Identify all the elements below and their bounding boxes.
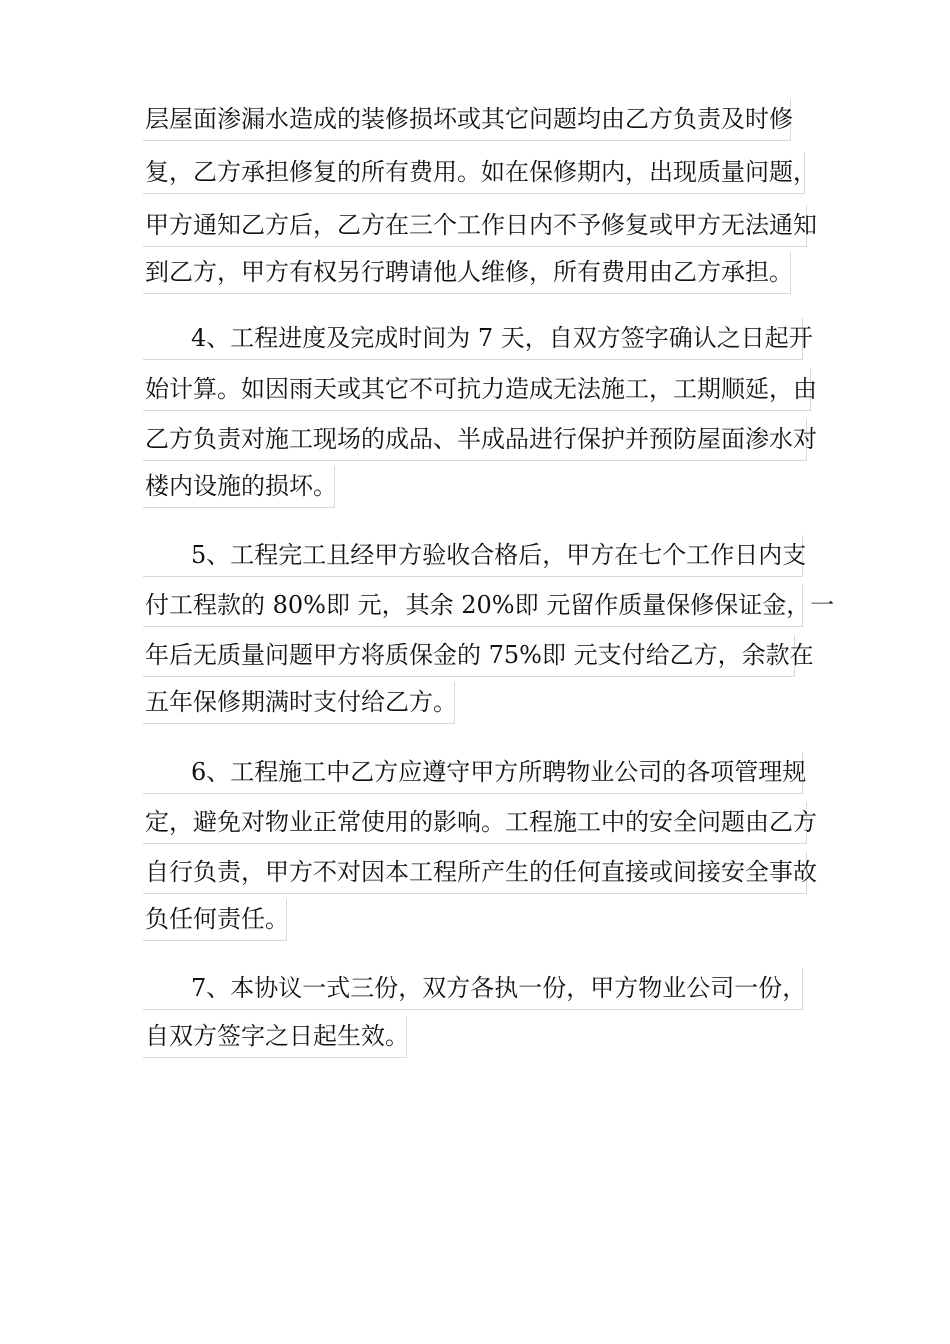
- text-line: 6、工程施工中乙方应遵守甲方所聘物业公司的各项管理规: [143, 752, 803, 794]
- text-line: 楼内设施的损坏。: [143, 466, 335, 508]
- text-line: 自行负责，甲方不对因本工程所产生的任何直接或间接安全事故: [143, 852, 807, 894]
- text-line: 五年保修期满时支付给乙方。: [143, 682, 455, 724]
- text-line: 自双方签字之日起生效。: [143, 1016, 407, 1058]
- text-line: 负任何责任。: [143, 899, 287, 941]
- text-line: 到乙方，甲方有权另行聘请他人维修，所有费用由乙方承担。: [143, 252, 791, 294]
- text-line: 4、工程进度及完成时间为 7 天，自双方签字确认之日起开: [143, 318, 803, 360]
- text-line: 付工程款的 80%即 元，其余 20%即 元留作质量保修保证金，一: [143, 585, 803, 627]
- text-line: 年后无质量问题甲方将质保金的 75%即 元支付给乙方，余款在: [143, 635, 795, 677]
- text-line: 复，乙方承担修复的所有费用。如在保修期内，出现质量问题，: [143, 152, 805, 194]
- text-line: 7、本协议一式三份，双方各执一份，甲方物业公司一份，: [143, 968, 803, 1010]
- text-line: 5、工程完工且经甲方验收合格后，甲方在七个工作日内支: [143, 535, 803, 577]
- text-line: 甲方通知乙方后，乙方在三个工作日内不予修复或甲方无法通知: [143, 205, 807, 247]
- text-line: 始计算。如因雨天或其它不可抗力造成无法施工，工期顺延，由: [143, 369, 811, 411]
- text-line: 定，避免对物业正常使用的影响。工程施工中的安全问题由乙方: [143, 802, 807, 844]
- text-line: 层屋面渗漏水造成的装修损坏或其它问题均由乙方负责及时修: [143, 99, 791, 141]
- text-line: 乙方负责对施工现场的成品、半成品进行保护并预防屋面渗水对: [143, 419, 807, 461]
